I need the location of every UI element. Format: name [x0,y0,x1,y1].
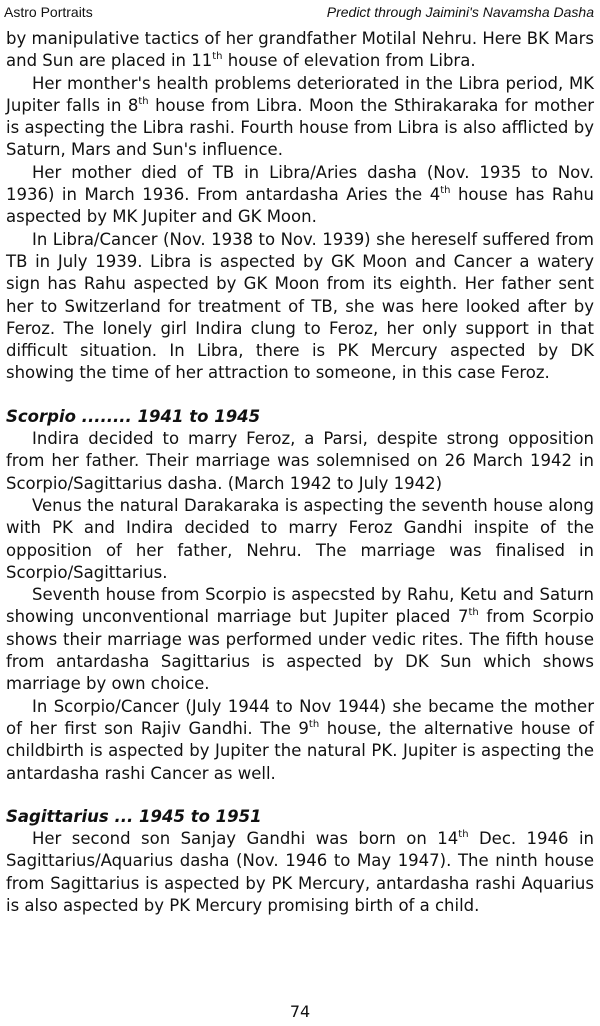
paragraph: by manipulative tactics of her grandfather Motilal Nehru. Here BK Mars and Sun are placed in 11th house of elevation from Libra. [6,29,594,71]
header-book-title: Astro Portraits [4,4,93,20]
running-header [4,2,594,24]
page-body [6,28,594,917]
paragraph: Her second son Sanjay Gandhi was born on 14th Dec. 1946 in Sagittarius/Aquarius dasha (Nov. 1946 to May 1947). The ninth house from Sagittarius is aspected by PK Mercury, antardasha rashi Aquarius is also aspected by PK Mercury promising birth of a child. [6,829,594,915]
section-heading-sagittarius: Sagittarius ... 1945 to 1951 [6,806,262,826]
page-number: 74 [289,1002,311,1021]
paragraph: In Libra/Cancer (Nov. 1938 to Nov. 1939) she hereself suffered from TB in July 1939. Libra is aspected by GK Moon and Cancer a watery sign has Rahu aspected by GK Moon from its eighth. Her father sent her to Switzerland for treatment of TB, she was here looked after by Feroz. The lonely girl Indira clung to Feroz, her only support in that difficult situation. In Libra, there is PK Mercury aspected by DK showing the time of her attraction to someone, in this case Feroz. [6,229,594,383]
paragraph: Her monther's health problems deteriorated in the Libra period, MK Jupiter falls in 8th house from Libra. Moon the Sthirakaraka for mother is aspecting the Libra rashi. Fourth house from Libra is also afflicted by Saturn, Mars and Sun's influence. [6,73,594,160]
paragraph: Venus the natural Darakaraka is aspecting the seventh house along with PK and Indira decided to marry Feroz Gandhi inspite of the opposition of her father, Nehru. The marriage was finalised in Scorpio/Sagittarius. [6,495,594,582]
paragraph: In Scorpio/Cancer (July 1944 to Nov 1944) she became the mother of her first son Rajiv Gandhi. The 9th house, the alternative house of childbirth is aspected by Jupiter the natural PK. Jupiter is aspecting the antardasha rashi Cancer as well. [6,696,594,783]
paragraph: Seventh house from Scorpio is aspecsted by Rahu, Ketu and Saturn showing unconventional marriage but Jupiter placed 7th from Scorpio shows their marriage was performed under vedic rites. The fifth house from antardasha Sagittarius is aspected by DK Sun which shows marriage by own choice. [6,585,594,694]
section-heading-scorpio: Scorpio ........ 1941 to 1945 [6,406,261,426]
paragraph: Indira decided to marry Feroz, a Parsi, despite strong opposition from her father. Their marriage was solemnised on 26 March 1942 in Scorpio/Sagittarius dasha. (March 1942 to July 1942) [6,429,594,493]
paragraph: Her mother died of TB in Libra/Aries dasha (Nov. 1935 to Nov. 1936) in March 1936. From antardasha Aries the 4th house has Rahu aspected by MK Jupiter and GK Moon. [6,162,594,227]
header-chapter-title: Predict through Jaimini's Navamsha Dasha [326,4,594,20]
